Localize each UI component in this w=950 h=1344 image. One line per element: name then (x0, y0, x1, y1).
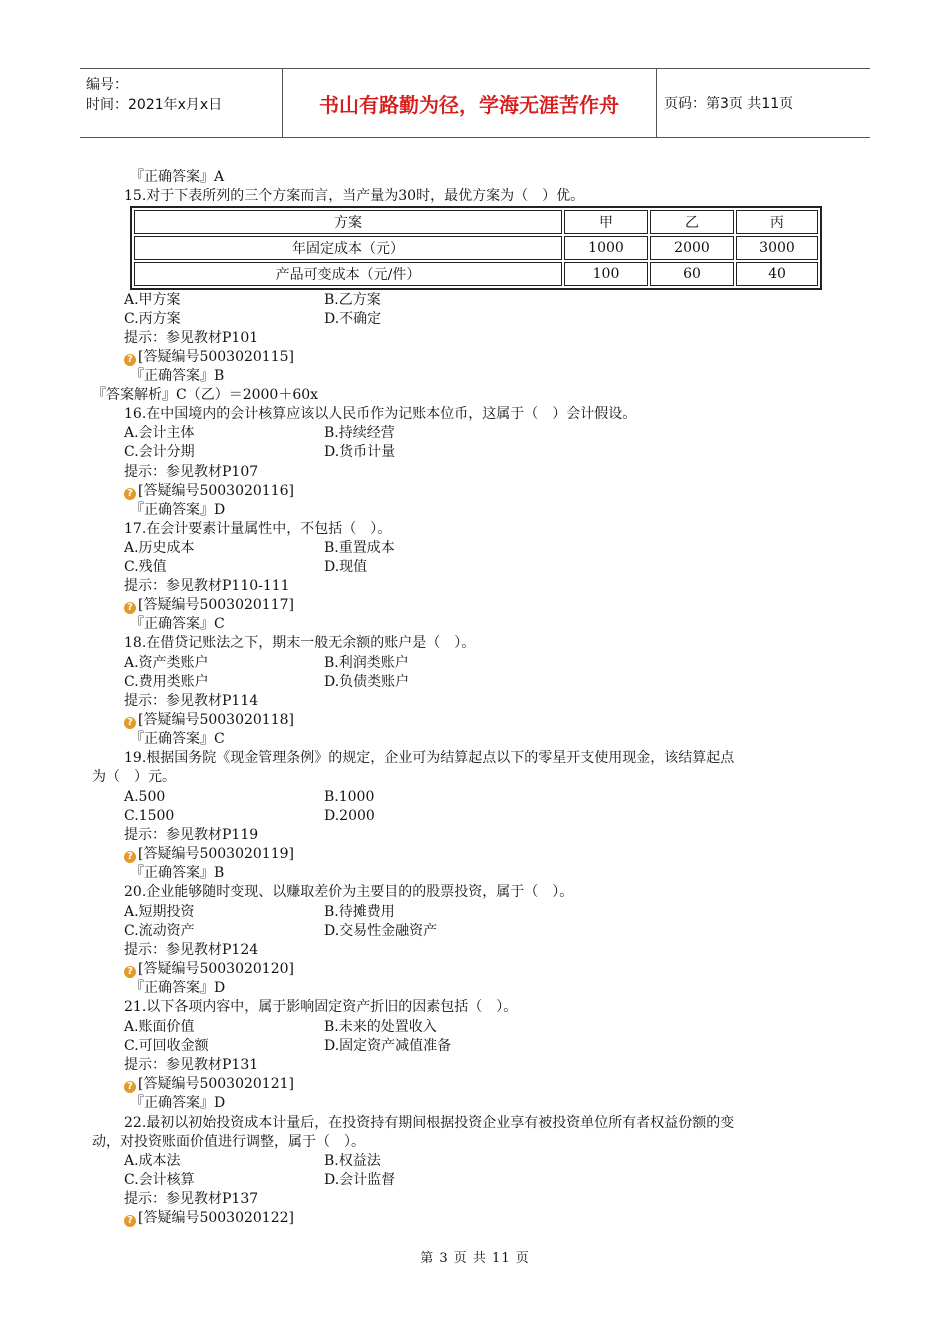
option-a: A.短期投资 (124, 904, 195, 920)
table-row (134, 210, 818, 234)
question-20: 20.企业能够随时变现、以赚取差价为主要目的的股票投资，属于（ ）。 (124, 884, 574, 900)
table-header-cell: 乙 (650, 210, 734, 234)
option-a: A.成本法 (124, 1153, 181, 1169)
qa-id-text: [答疑编号5003020117] (138, 597, 294, 613)
option-d: D.会计监督 (324, 1172, 396, 1188)
question-mark-icon[interactable]: ? (124, 851, 136, 863)
hint-line: 提示：参见教材P114 (124, 693, 259, 709)
header-divider (656, 69, 657, 137)
question-mark-icon[interactable]: ? (124, 488, 136, 500)
table-header-cell: 甲 (564, 210, 648, 234)
answer-line: 『正确答案』D (130, 980, 226, 996)
question-21: 21.以下各项内容中，属于影响固定资产折旧的因素包括（ ）。 (124, 999, 518, 1015)
table-cell: 100 (564, 262, 648, 286)
qa-id-line[interactable] (124, 596, 294, 615)
question-mark-icon[interactable]: ? (124, 1081, 136, 1093)
question-22: 22.最初以初始投资成本计量后，在投资持有期间根据投资企业享有被投资单位所有者权益份额的变 (124, 1115, 735, 1131)
question-mark-icon[interactable]: ? (124, 354, 136, 366)
option-c: C.残值 (124, 559, 167, 575)
table-cell: 年固定成本（元） (134, 236, 562, 260)
option-a: A.500 (124, 789, 166, 805)
option-b: B.1000 (324, 789, 375, 805)
qa-id-line[interactable] (124, 845, 294, 864)
option-a: A.资产类账户 (124, 655, 209, 671)
question-mark-icon[interactable]: ? (124, 966, 136, 978)
answer-line: 『正确答案』D (130, 502, 226, 518)
option-d: D.固定资产减值准备 (324, 1038, 452, 1054)
option-b: B.乙方案 (324, 292, 381, 308)
header-motto: 书山有路勤为径，学海无涯苦作舟 (319, 92, 619, 117)
option-a: A.会计主体 (124, 425, 195, 441)
date-label: 时间：2021年x月x日 (86, 97, 223, 113)
option-d: D.货币计量 (324, 444, 396, 460)
option-a: A.账面价值 (124, 1019, 195, 1035)
hint-line: 提示：参见教材P131 (124, 1057, 259, 1073)
option-b: B.未来的处置收入 (324, 1019, 437, 1035)
question-15: 15.对于下表所列的三个方案而言，当产量为30时，最优方案为（ ）优。 (124, 188, 585, 204)
qa-id-text: [答疑编号5003020115] (138, 349, 294, 365)
option-c: C.流动资产 (124, 923, 195, 939)
hint-line: 提示：参见教材P107 (124, 464, 259, 480)
option-d: D.负债类账户 (324, 674, 410, 690)
option-c: C.会计核算 (124, 1172, 195, 1188)
table-cell: 40 (736, 262, 818, 286)
answer-line: 『正确答案』B (130, 368, 225, 384)
qa-id-line[interactable] (124, 960, 294, 979)
question-17: 17.在会计要素计量属性中，不包括（ ）。 (124, 521, 392, 537)
qa-id-text: [答疑编号5003020121] (138, 1076, 294, 1092)
page-footer: 第 3 页 共 11 页 (420, 1251, 530, 1266)
question-mark-icon[interactable]: ? (124, 717, 136, 729)
option-b: B.待摊费用 (324, 904, 395, 920)
question-19: 19.根据国务院《现金管理条例》的规定，企业可为结算起点以下的零星开支使用现金，该结算起点 (124, 750, 735, 766)
answer-line: 『正确答案』D (130, 1095, 226, 1111)
table-cell: 3000 (736, 236, 818, 260)
question-18: 18.在借贷记账法之下，期末一般无余额的账户是（ ）。 (124, 635, 476, 651)
table-cell: 产品可变成本（元/件） (134, 262, 562, 286)
option-c: C.会计分期 (124, 444, 195, 460)
option-b: B.利润类账户 (324, 655, 409, 671)
question-mark-icon[interactable]: ? (124, 602, 136, 614)
answer-line: 『正确答案』C (130, 616, 225, 632)
option-d: D.现值 (324, 559, 368, 575)
option-d: D.不确定 (324, 311, 382, 327)
option-d: D.交易性金融资产 (324, 923, 438, 939)
number-label: 编号： (86, 77, 128, 93)
question-mark-icon[interactable]: ? (124, 1215, 136, 1227)
table-row (134, 236, 818, 260)
table-cell: 2000 (650, 236, 734, 260)
answer-line: 『正确答案』C (130, 731, 225, 747)
answer-line: 『正确答案』B (130, 865, 225, 881)
option-a: A.甲方案 (124, 292, 181, 308)
option-a: A.历史成本 (124, 540, 195, 556)
hint-line: 提示：参见教材P137 (124, 1191, 259, 1207)
qa-id-line[interactable] (124, 1075, 294, 1094)
question-19-cont: 为（ ）元。 (92, 769, 176, 785)
table-cell: 60 (650, 262, 734, 286)
qa-id-text: [答疑编号5003020118] (138, 712, 294, 728)
hint-line: 提示：参见教材P110-111 (124, 578, 290, 594)
header-page-info: 页码：第3页 共11页 (664, 96, 794, 112)
option-b: B.重置成本 (324, 540, 395, 556)
qa-id-line[interactable] (124, 711, 294, 730)
option-d: D.2000 (324, 808, 375, 824)
answer-line: 『正确答案』A (130, 169, 225, 185)
page-header (80, 68, 870, 138)
option-b: B.持续经营 (324, 425, 395, 441)
header-meta (86, 75, 222, 115)
option-c: C.1500 (124, 808, 175, 824)
option-c: C.丙方案 (124, 311, 181, 327)
qa-id-text: [答疑编号5003020122] (138, 1210, 294, 1226)
hint-line: 提示：参见教材P101 (124, 330, 259, 346)
hint-line: 提示：参见教材P124 (124, 942, 259, 958)
option-c: C.费用类账户 (124, 674, 209, 690)
qa-id-line[interactable] (124, 348, 294, 367)
hint-line: 提示：参见教材P119 (124, 827, 259, 843)
qa-id-text: [答疑编号5003020119] (138, 846, 294, 862)
cost-table (130, 206, 822, 290)
table-header-cell: 丙 (736, 210, 818, 234)
question-22-cont: 动，对投资账面价值进行调整，属于（ ）。 (92, 1134, 365, 1150)
explanation-line: 『答案解析』C（乙）＝2000＋60x (92, 387, 319, 403)
table-row (134, 262, 818, 286)
qa-id-line[interactable] (124, 482, 294, 501)
table-header-cell: 方案 (134, 210, 562, 234)
qa-id-text: [答疑编号5003020116] (138, 483, 294, 499)
question-16: 16.在中国境内的会计核算应该以人民币作为记账本位币，这属于（ ）会计假设。 (124, 406, 637, 422)
option-b: B.权益法 (324, 1153, 381, 1169)
table-cell: 1000 (564, 236, 648, 260)
qa-id-text: [答疑编号5003020120] (138, 961, 294, 977)
option-c: C.可回收金额 (124, 1038, 209, 1054)
qa-id-line[interactable] (124, 1209, 294, 1228)
